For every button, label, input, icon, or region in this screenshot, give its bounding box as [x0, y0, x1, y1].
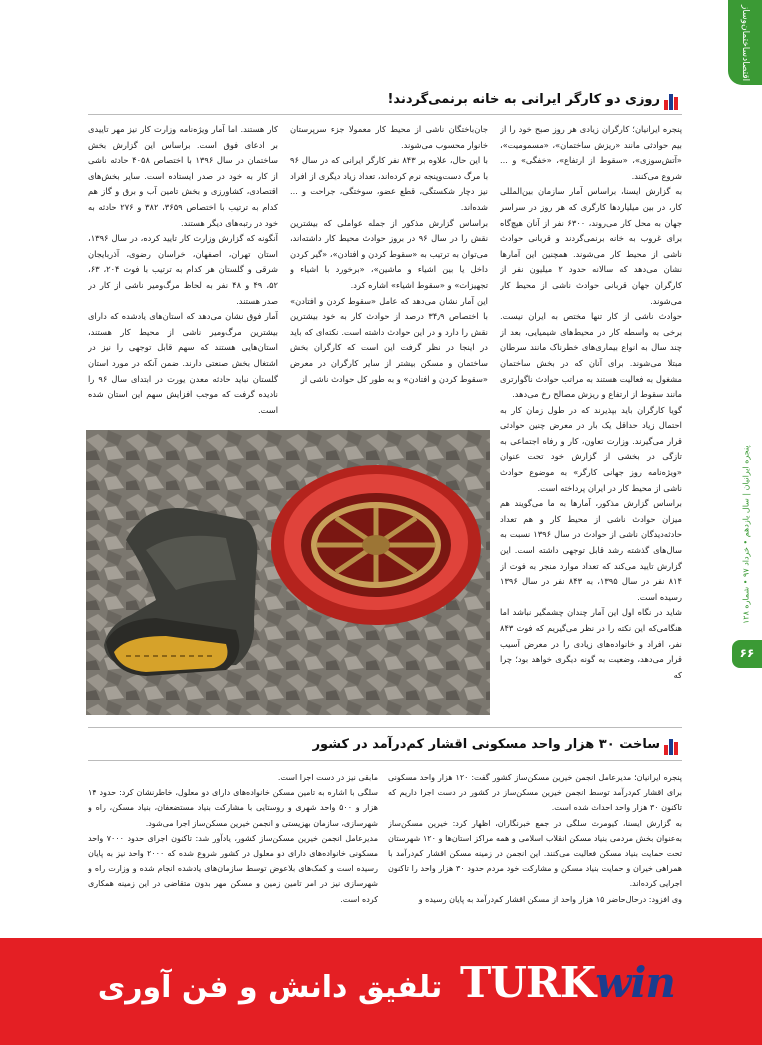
- article-photo: [86, 430, 490, 715]
- paragraph: شاید در نگاه اول این آمار چندان چشمگیر نباشد اما هنگامی‌که این نکته را در نظر می‌گیریم که فوت ۸۴۳ نفر، افراد و خانواده‌های زیادی را در معرض آسیب قرار می‌دهد، وضعیت به گونه دیگری خواهد بود؛ چرا که: [500, 607, 682, 680]
- paragraph: وی افزود: درحال‌حاضر ۱۵ هزار واحد از مسکن اقشار کم‌درآمد به پایان رسیده و: [418, 894, 682, 904]
- paragraph: گویا کارگران باید بپذیرند که در طول زمان کار به احتمال زیاد حداقل یک بار در معرض چنین حوادثی قرار می‌گیرند. وزارت تعاون، کار و رفاه اجتماعی به تازگی در بخشی از گزارش خود تحت عنوان «ویژه‌نامه روز جهانی کارگر» به موضوع حوادث ناشی از محیط کار در ایران پرداخته است.: [500, 404, 682, 493]
- divider: [88, 727, 682, 728]
- divider: [88, 760, 682, 761]
- brand-logo: [460, 958, 675, 1007]
- paragraph: پنجره ایرانیان؛ مدیرعامل انجمن خیرین مسکن‌ساز کشور گفت: ۱۲۰ هزار واحد مسکونی برای اقشار کم‌درآمد توسط انجمن خیرین مسکن‌ساز در کشور در دست اجرا داریم که تاکنون ۳۰ هزار واحد احداث شده است.: [388, 773, 682, 813]
- article-column: [500, 122, 682, 720]
- divider: [88, 114, 682, 115]
- ad-slogan: تلفیق دانش و فن آوری: [97, 970, 443, 1005]
- paragraph: به گزارش ایسنا، کیومرث سلگی در جمع خبرنگاران، اظهار کرد: خیرین مسکن‌ساز به‌عنوان بخش مردمی بنیاد مسکن انقلاب اسلامی و همه مراکز استان‌ها و ۱۲۰ شهرستان تحت حمایت بنیاد مسکن فعالیت می‌کنند. این انجمن در زمینه مسکن اقشار کم‌درآمد با همراهی خیران و حمایت بنیاد مسکن و مشارکت خود مردم حدود ۳۰ هزار واحد را تاکنون اجرایی کرده‌اند.: [388, 818, 682, 889]
- paragraph: آمار فوق نشان می‌دهد که استان‌های یادشده که دارای بیشترین مرگ‌ومیر ناشی از محیط کار هستند، استان‌هایی هستند که سهم قابل توجهی را نیز در اشتغال بخش صنعتی دارند. ضمن آنکه در مورد استان گلستان نباید حادثه معدن یورت در ابتدای سال ۹۶ را نادیده گرفت که موجب افزایش سهم این استان شده است.: [88, 311, 278, 415]
- paragraph: سلگی با اشاره به تامین مسکن خانواده‌های دارای دو معلول، خاطرنشان کرد: حدود ۱۴ هزار و ۵۰۰ واحد شهری و روستایی با مشارکت بنیاد مستضعفان، بنیاد مسکن، راه و شهرسازی، سازمان بهزیستی و انجمن خیرین مسکن‌ساز اجرا می‌شود.: [88, 788, 378, 828]
- paragraph: با این حال، علاوه بر ۸۴۳ نفر کارگر ایرانی که در سال ۹۶ با مرگ دست‌وپنجه نرم کرده‌اند، تعداد زیاد دیگری از افراد نیز دچار شکستگی، قطع عضو، سوختگی، جراحت و ... شده‌اند.: [290, 155, 488, 212]
- page-number: ۶۶: [739, 646, 755, 660]
- paragraph: این آمار نشان می‌دهد که عامل «سقوط کردن و افتادن» با اختصاص ۳۴٫۹ درصد از حوادث کار به خود بیشترین نقش را دارد و در این حوادث داشته است. نکته‌ای که باید در اینجا در نظر گرفت این است که کارگران بخش ساختمان و مسکن بیشتر از سایر کارگران در معرض «سقوط کردن و افتادن» و به طور کل حوادث ناشی از: [290, 295, 488, 384]
- paragraph: به گزارش ایسنا، براساس آمار سازمان بین‌المللی کار، در بین میلیاردها کارگری که هر روز در سراسر جهان به محل کار می‌روند، ۶۳۰۰ نفر از آنان هیچ‌گاه برای غروب به خانه برنمی‌گردند و قربانی حوادث ناشی از محیط کار می‌شوند. همچنین این آمارها نشان می‌دهد که سالانه حدود ۲ میلیون نفر از کارگران جهان قربانی حوادث ناشی از محیط کار می‌شوند.: [500, 186, 682, 306]
- paragraph: جان‌باختگان ناشی از محیط کار معمولا جزء سرپرستان خانوار محسوب می‌شوند.: [290, 124, 488, 150]
- article-column: [290, 122, 488, 422]
- paragraph: براساس گزارش مذکور، آمارها به ما می‌گویند هم میزان حوادث ناشی از محیط کار و هم تعداد حادثه‌دیدگان ناشی از حوادث در سال ۱۳۹۶ نسبت به سال‌های گذشته رشد قابل توجهی داشته است. این گزارش تایید می‌کند که تعداد موارد منجر به فوت از ۸۱۴ نفر در سال ۱۳۹۵، به ۸۴۳ نفر در سال ۱۳۹۶ رسیده است.: [500, 498, 682, 602]
- section-tab-label: اقتصاد‌ساختمان‌وساز: [740, 4, 750, 82]
- boot-and-helmet-image: [86, 430, 490, 715]
- logo-main: TURK: [460, 958, 596, 1007]
- logo-accent: win: [595, 958, 675, 1007]
- article-column: [88, 770, 378, 930]
- article-title: روزی دو کارگر ایرانی به خانه برنمی‌گردند!: [387, 92, 660, 107]
- paragraph: حوادث ناشی از کار تنها مختص به ایران نیست. برخی به واسطه کار در محیط‌های شیمیایی، بعد از چند سال به انواع بیماری‌های خطرناک مانند سرطان مبتلا می‌شوند. برای آنان که در بخش ساختمان مشغول به فعالیت هستند به مراتب حوادث ناگوارتری مانند سقوط از ارتفاع و ریزش مصالح رخ می‌دهد.: [500, 311, 682, 400]
- paragraph: پنجره ایرانیان؛ کارگران زیادی هر روز صبح خود را از بیم حوادثی مانند «ریزش ساختمان»، «مسمومیت»، «آتش‌سوزی»، «سقوط از ارتفاع»، «خفگی» و ... شروع می‌کنند.: [500, 124, 682, 181]
- bar-chart-icon: [664, 737, 682, 755]
- paragraph: کار هستند. اما آمار ویژه‌نامه وزارت کار نیز مهر تاییدی بر ادعای فوق است. براساس این گزارش بخش ساختمان در سال ۱۳۹۶ با اختصاص ۴۰۵۸ حادثه ناشی از کار به خود در صدر ایستاده است. سایر بخش‌های اقتصادی، کشاورزی و بخش تامین آب و برق و گاز هم کدام به ترتیب با اختصاص ۳۶۵۹، ۳۸۲ و ۲۷۶ حادثه به خود در رتبه‌های دیگر هستند.: [88, 124, 278, 228]
- article-column: [388, 770, 682, 930]
- paragraph: براساس گزارش مذکور از جمله عواملی که بیشترین نقش را در سال ۹۶ در بروز حوادث محیط کار داشته‌اند، می‌توان به ترتیب به «سقوط کردن و افتادن»، «گیر کردن داخل یا بین اشیاء و ماشین»، «برخورد با اشیاء و تجهیزات» و «سقوط اشیاء» اشاره کرد.: [290, 217, 488, 290]
- article-column: [88, 122, 278, 422]
- bar-chart-icon: [664, 92, 682, 110]
- paragraph: آنگونه که گزارش وزارت کار تایید کرده، در سال ۱۳۹۶، استان تهران، اصفهان، خراسان رضوی، آذربایجان شرقی و گلستان هر کدام به ترتیب با فوت ۲۰۴، ۶۳، ۵۲، ۴۹ و ۴۸ نفر به لحاظ مرگ‌ومیر ناشی از کار در صدر هستند.: [88, 233, 278, 306]
- article-title: ساخت ۳۰ هزار واحد مسکونی اقشار کم‌درآمد در کشور: [312, 737, 660, 752]
- paragraph: مابقی نیز در دست اجرا است.: [277, 773, 378, 782]
- issue-info: پنجره ایرانیان | سال یازدهم • خرداد ۹۷ • شماره ۱۲۸: [741, 445, 751, 625]
- paragraph: مدیرعامل انجمن خیرین مسکن‌ساز کشور، یادآور شد: تاکنون اجرای حدود ۷۰۰۰ واحد مسکونی خانواده‌های دارای دو معلول در کشور شروع شده که ۲۰۰۰ واحد نیز به پایان رسیده است و کمک‌های بلاعوض توسط سازمان‌های یادشده انجام شده و وزارت راه و شهرسازی نیز در امر تامین زمین و مسکن مهر بدون متقاضی در این زمینه همکاری کرده است.: [88, 833, 378, 904]
